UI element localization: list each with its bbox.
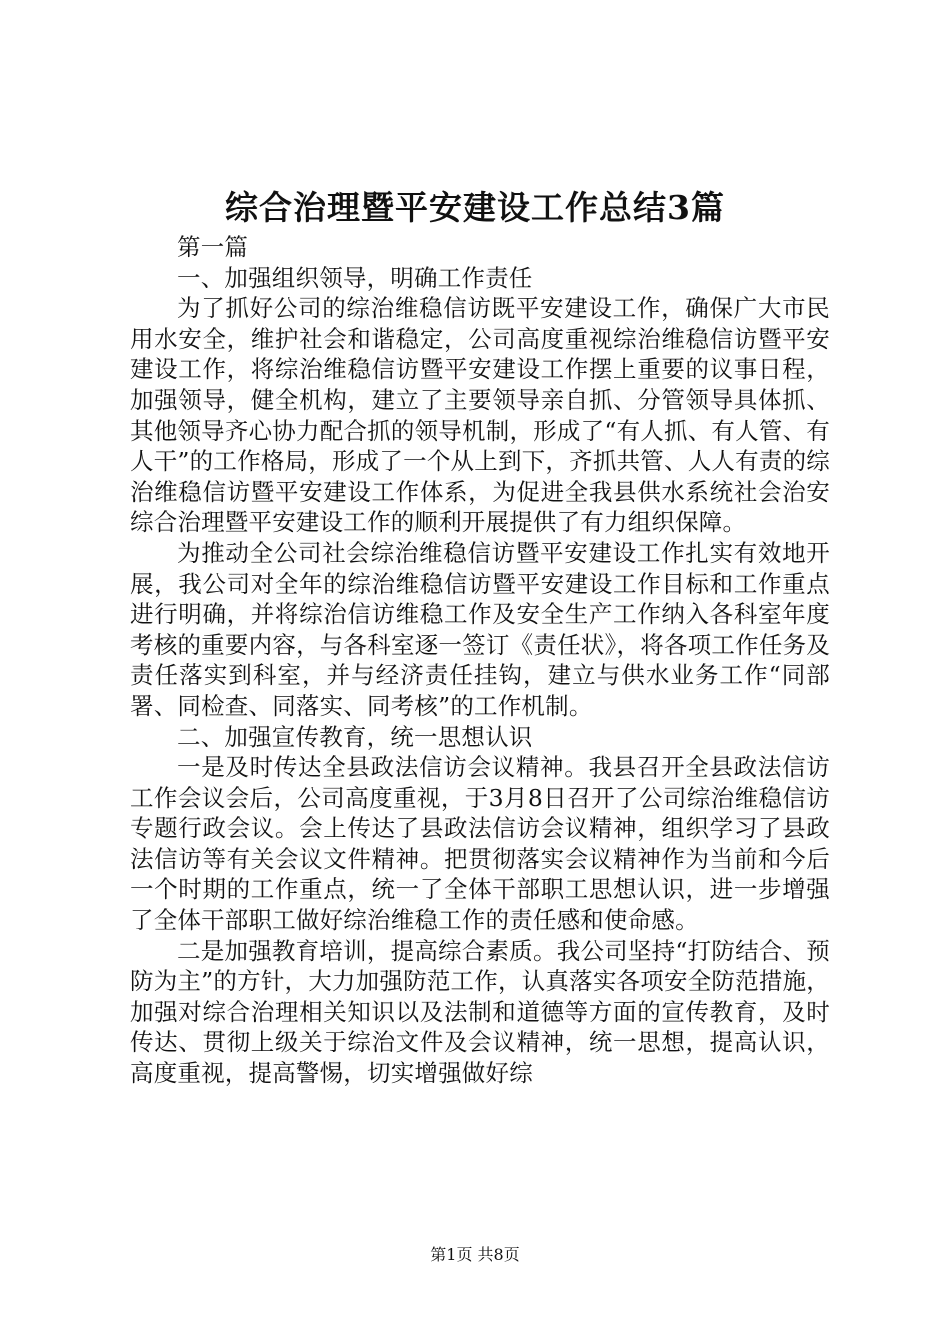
body-paragraph: 一是及时传达全县政法信访会议精神。我县召开全县政法信访工作会议会后，公司高度重视，于3月8日召开了公司综治维稳信访专题行政会议。会上传达了县政法信访会议精神，组织学习了县政法信访等有关会议文件精神。把贯彻落实会议精神作为当前和今后一个时期的工作重点，统一了全体干部职工思想认识，进一步增强了全体干部职工做好综治维稳工作的责任感和使命感。 [130, 753, 830, 935]
document-body [130, 232, 830, 1089]
section-heading-1: 一、加强组织领导，明确工作责任 [177, 263, 533, 292]
body-paragraph: 二是加强教育培训，提高综合素质。我公司坚持“打防结合、预防为主”的方针，大力加强防范工作，认真落实各项安全防范措施，加强对综合治理相关知识以及法制和道德等方面的宣传教育，及时传达、贯彻上级关于综治文件及会议精神，统一思想，提高认识，高度重视，提高警惕，切实增强做好综 [130, 936, 830, 1088]
body-paragraph: 为了抓好公司的综治维稳信访既平安建设工作，确保广大市民用水安全，维护社会和谐稳定，公司高度重视综治维稳信访暨平安建设工作，将综治维稳信访暨平安建设工作摆上重要的议事日程，加强领导，健全机构，建立了主要领导亲自抓、分管领导具体抓、其他领导齐心协力配合抓的领导机制，形成了“有人抓、有人管、有人干”的工作格局，形成了一个从上到下，齐抓共管、人人有责的综治维稳信访暨平安建设工作体系，为促进全我县供水系统社会治安综合治理暨平安建设工作的顺利开展提供了有力组织保障。 [130, 294, 830, 537]
section-label: 第一篇 [177, 233, 249, 261]
section-heading-2: 二、加强宣传教育，统一思想认识 [177, 722, 533, 751]
document-title: 综合治理暨平安建设工作总结3篇 [225, 188, 725, 227]
body-paragraph: 为推动全公司社会综治维稳信访暨平安建设工作扎实有效地开展，我公司对全年的综治维稳信访暨平安建设工作目标和工作重点进行明确，并将综治信访维稳工作及安全生产工作纳入各科室年度考核的重要内容，与各科室逐一签订《责任状》，将各项工作任务及责任落实到科室，并与经济责任挂钩，建立与供水业务工作“同部署、同检查、同落实、同考核”的工作机制。 [130, 538, 830, 720]
page-footer: 第1页 共8页 [430, 1245, 520, 1264]
